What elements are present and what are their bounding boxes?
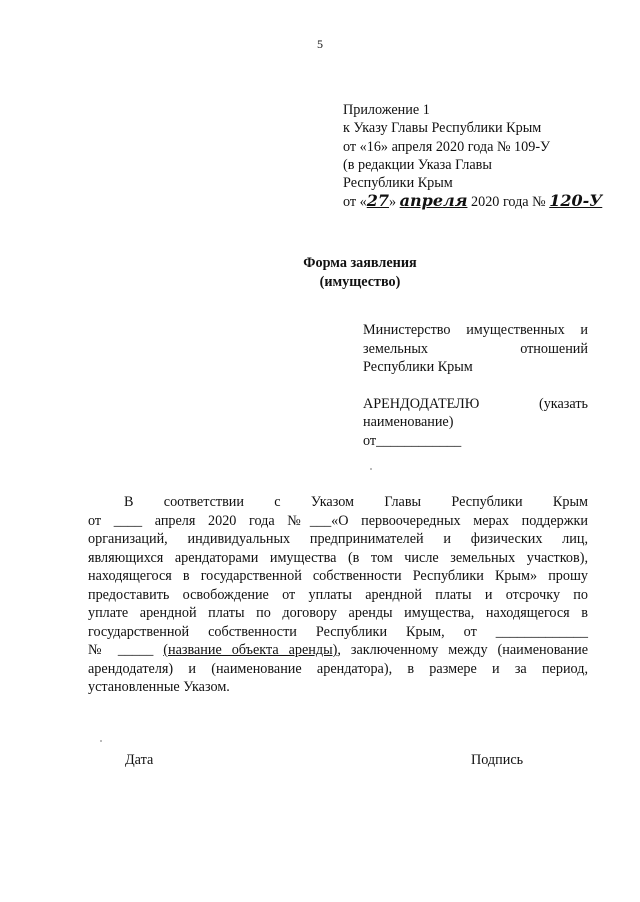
addressee-block bbox=[363, 321, 588, 450]
signature-label: Подпись bbox=[471, 752, 524, 768]
contract-number: № _____ bbox=[88, 642, 164, 658]
appendix-line: Приложение 1 bbox=[343, 102, 430, 118]
body-line: государственной собственности Республики Крым, от _____________ bbox=[88, 623, 588, 640]
from-line: от____________ bbox=[363, 432, 462, 449]
application-body bbox=[88, 493, 588, 697]
landlord-line: АРЕНДОДАТЕЛЮ (указать bbox=[363, 395, 588, 412]
scan-dot bbox=[370, 468, 372, 470]
appendix-line: Республики Крым bbox=[343, 175, 453, 192]
appendix-line: (в редакции Указа Главы bbox=[343, 156, 492, 173]
body-line: являющихся арендаторами имущества (в том числе земельных участков), bbox=[88, 549, 588, 566]
form-title bbox=[270, 254, 450, 291]
spacer bbox=[363, 377, 588, 395]
body-line: предоставить освобождение от уплаты арендной платы и отсрочку по bbox=[88, 586, 588, 603]
body-line: В соответствии с Указом Главы Республики Крым bbox=[124, 494, 588, 510]
appendix-block bbox=[343, 101, 602, 212]
body-line: уплате арендной платы по договору аренды имущества, находящегося в bbox=[88, 605, 588, 621]
amendment-prefix: от « bbox=[343, 194, 367, 211]
amendment-year: 2020 года № bbox=[467, 194, 550, 211]
appendix-line: к Указу Главы Республики Крым bbox=[343, 120, 542, 137]
landlord-line: наименование) bbox=[363, 414, 454, 430]
addressee-line: Министерство имущественных и bbox=[363, 322, 588, 338]
handwritten-month: апреля bbox=[399, 191, 468, 211]
body-line-suffix: , заключенному между (наименование bbox=[337, 642, 589, 658]
appendix-amendment-line bbox=[343, 192, 602, 211]
body-line: установленные Указом. bbox=[88, 679, 230, 695]
body-line: организаций, индивидуальных предпринимателей и физических лиц, bbox=[88, 531, 588, 547]
scan-dot bbox=[100, 740, 102, 742]
object-name-placeholder: (название объекта аренды) bbox=[163, 642, 338, 658]
date-label: Дата bbox=[125, 752, 154, 768]
form-title-line: Форма заявления bbox=[303, 255, 417, 271]
appendix-line: от «16» апреля 2020 года № 109-У bbox=[343, 138, 551, 155]
page-number: 5 bbox=[317, 37, 323, 51]
body-line: находящегося в государственной собственности Республики Крым» прошу bbox=[88, 568, 588, 584]
handwritten-number: 120-У bbox=[549, 191, 603, 211]
handwritten-day: 27 bbox=[366, 191, 390, 211]
addressee-line: Республики Крым bbox=[363, 359, 473, 375]
body-line: арендодателя) и (наименование арендатора), в размере и за период, bbox=[88, 660, 588, 677]
amendment-mid: » bbox=[389, 194, 400, 211]
body-line: от ____ апреля 2020 года №___«О первоочередных мерах поддержки bbox=[88, 512, 588, 529]
form-subtitle-line: (имущество) bbox=[319, 273, 401, 290]
addressee-line: земельных отношений bbox=[363, 340, 588, 357]
body-line bbox=[88, 641, 588, 660]
